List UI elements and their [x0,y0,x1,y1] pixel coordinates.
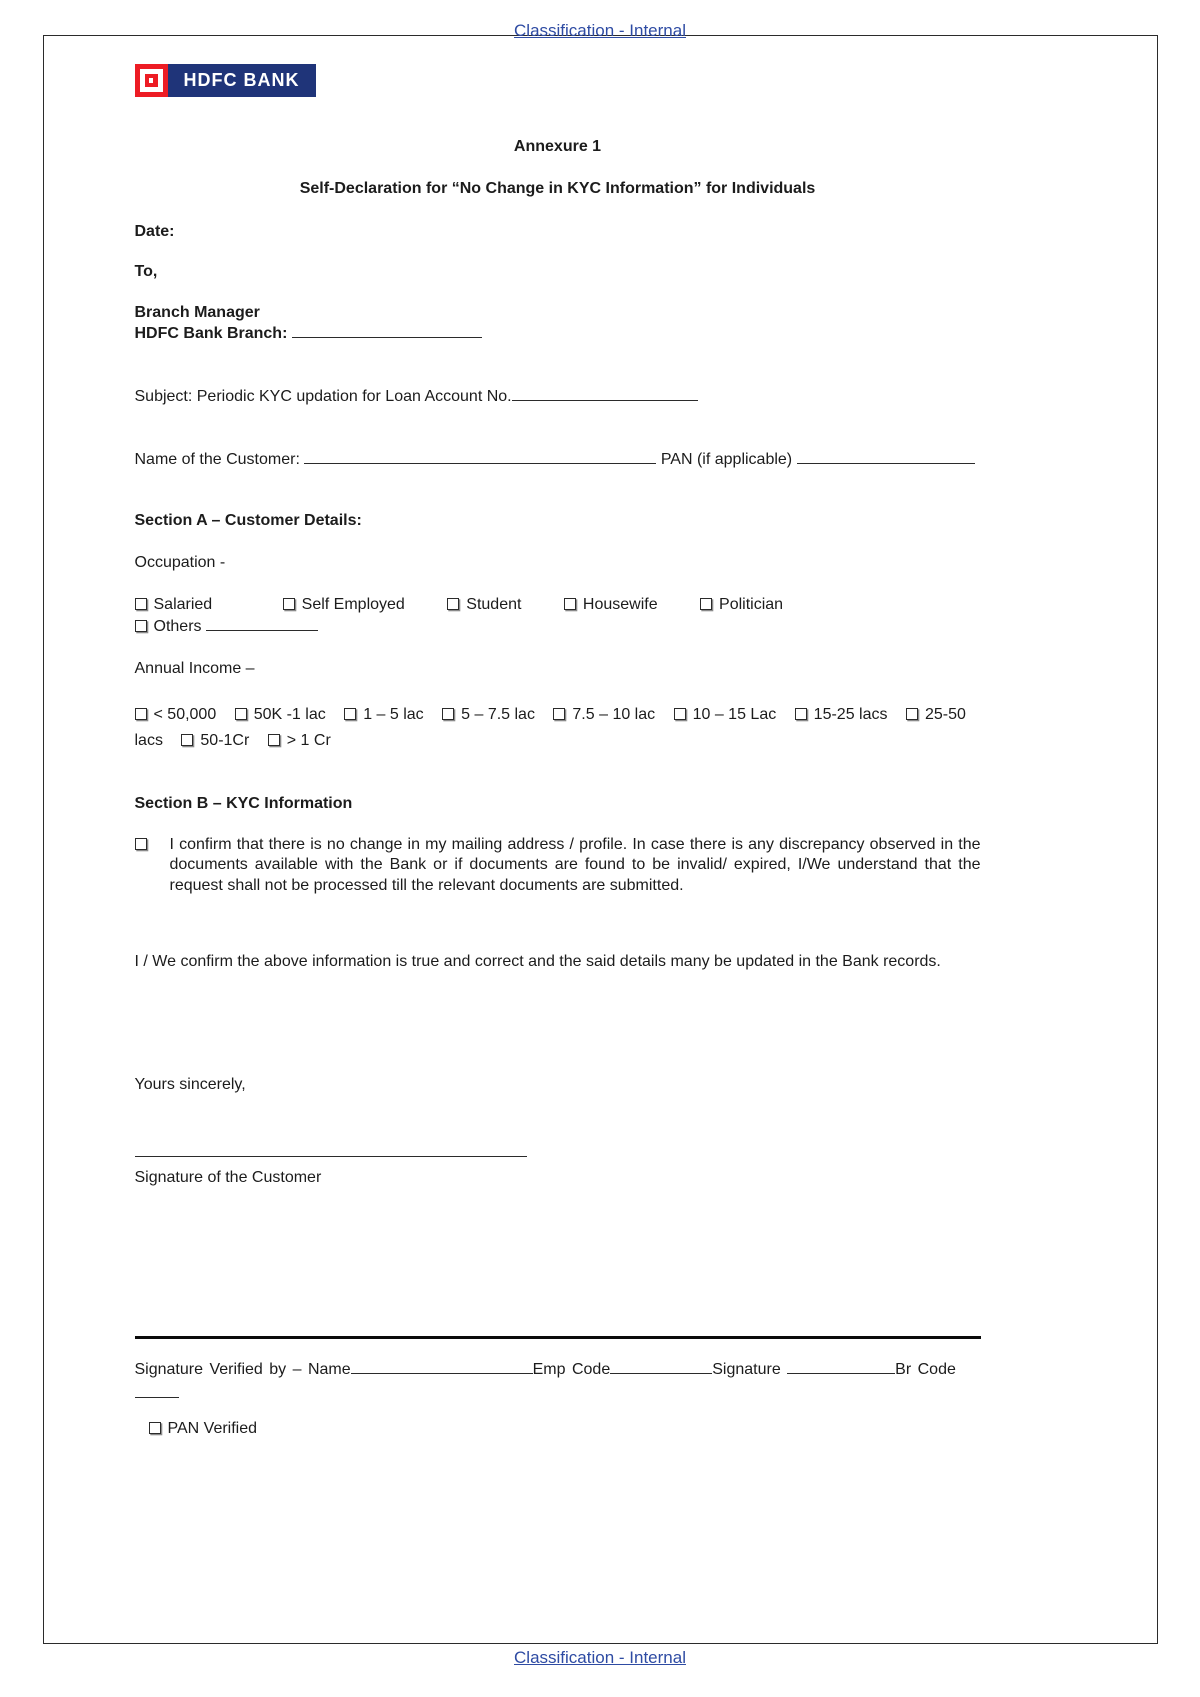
pan-label: PAN (if applicable) [660,451,793,469]
occupation-option-politician[interactable] [700,595,783,616]
customer-signature-line [135,1142,981,1164]
checkbox-icon[interactable] [344,708,356,720]
hdfc-bank-logo [135,64,981,97]
option-label: Politician [719,596,784,614]
checkbox-icon[interactable] [564,598,576,610]
branch-line [135,323,981,344]
income-option-50k-1lac[interactable] [227,706,326,723]
occupation-option-salaried[interactable] [135,595,213,616]
pan-field[interactable] [797,449,975,464]
option-label: Student [466,596,522,614]
option-label: Salaried [153,596,213,614]
option-label: 1 – 5 lac [363,705,424,723]
option-label: 50-1Cr [200,731,250,749]
option-label: Others [153,618,202,636]
checkbox-icon[interactable] [181,734,193,746]
option-label: 15-25 lacs [813,705,888,723]
income-option-5-7-5lac[interactable] [434,706,535,723]
checkbox-icon[interactable] [700,598,712,610]
checkbox-icon[interactable] [235,708,247,720]
addressee-block [135,303,981,344]
annexure-heading: Annexure 1 [513,138,602,156]
income-option-gt-1cr[interactable] [260,732,331,749]
verifier-signature-label: Signature [712,1361,781,1379]
verification-line-continued [135,1383,981,1405]
checkbox-icon[interactable] [442,708,454,720]
occupation-option-housewife[interactable] [564,595,658,616]
income-option-1-5lac[interactable] [336,706,423,723]
section-a-title: Section A – Customer Details: [134,511,362,529]
addressee-name: Branch Manager [134,304,260,322]
br-code-field[interactable] [135,1383,179,1398]
verifier-signature-field[interactable] [787,1359,895,1374]
annual-income-label: Annual Income – [134,660,255,678]
checkbox-icon[interactable] [906,708,918,720]
income-option-10-15lac[interactable] [666,706,777,723]
subject-line [135,386,981,408]
checkbox-icon[interactable] [135,708,147,720]
option-label: 50K -1 lac [253,705,326,723]
income-option-lt-50000[interactable] [135,706,217,723]
option-label: 10 – 15 Lac [692,705,777,723]
checkbox-icon[interactable] [268,734,280,746]
verifier-name-field[interactable] [351,1359,533,1374]
checkbox-icon[interactable] [135,838,147,850]
date-label: Date: [134,222,175,240]
branch-name-field[interactable] [292,323,482,338]
to-label: To, [134,263,158,281]
branch-label: HDFC Bank Branch: [134,325,288,343]
income-option-15-25lacs[interactable] [787,706,888,723]
checkbox-icon[interactable] [674,708,686,720]
subject-label: Subject: Periodic KYC updation for Loan Account No. [134,388,512,406]
customer-name-label: Name of the Customer: [134,451,300,469]
verification-line [135,1359,981,1381]
classification-header: Classification - Internal [514,21,686,40]
option-label: < 50,000 [153,705,217,723]
option-label: 5 – 7.5 lac [461,705,535,723]
occupation-option-others[interactable] [135,616,318,638]
occupation-label: Occupation - [134,553,226,571]
horizontal-rule [135,1336,981,1339]
option-label: > 1 Cr [286,731,331,749]
checkbox-icon[interactable] [795,708,807,720]
salutation: Yours sincerely, [134,1075,246,1093]
loan-account-field[interactable] [512,386,698,401]
emp-code-label: Emp Code [532,1361,611,1379]
option-label: Self Employed [301,596,405,614]
occupation-options [135,595,981,638]
customer-signature-field[interactable] [135,1142,527,1157]
checkbox-icon[interactable] [283,598,295,610]
option-label: 7.5 – 10 lac [572,705,656,723]
income-option-7-5-10lac[interactable] [545,706,655,723]
section-b-title: Section B – KYC Information [134,794,353,812]
income-options [135,702,981,754]
hdfc-bank-logotype: HDFC BANK [168,64,316,97]
customer-name-line [135,449,981,471]
pan-verified-label: PAN Verified [167,1419,258,1437]
income-option-50-1cr[interactable] [173,732,249,749]
checkbox-icon[interactable] [447,598,459,610]
declaration-text: I / We confirm the above information is true and correct and the said details many be updated in the Bank records. [134,953,941,971]
hdfc-logo-icon [135,64,168,97]
checkbox-icon[interactable] [135,620,147,632]
document-page [43,35,1158,1644]
occupation-option-self-employed[interactable] [283,595,405,616]
checkbox-icon[interactable] [553,708,565,720]
verified-by-label: Signature Verified by – Name [134,1361,351,1379]
document-title: Self-Declaration for “No Change in KYC Information” for Individuals [299,179,816,197]
customer-signature-label: Signature of the Customer [134,1168,322,1186]
option-label: 25-50 lacs [134,705,966,749]
pan-verified-row[interactable] [149,1419,981,1440]
kyc-confirmation-row [135,835,981,897]
kyc-confirmation-text: I confirm that there is no change in my mailing address / profile. In case there is any discrepancy observed in the documents available with the Bank or if documents are found to be invalid/ expired, I/We understand that the request shall not be processed till the relevant documents are submitted. [169,835,981,894]
checkbox-icon[interactable] [149,1422,161,1434]
classification-footer: Classification - Internal [514,1648,686,1668]
customer-name-field[interactable] [304,449,656,464]
option-label: Housewife [582,596,658,614]
emp-code-field[interactable] [610,1359,712,1374]
others-field[interactable] [206,616,318,631]
occupation-option-student[interactable] [447,595,521,616]
checkbox-icon[interactable] [135,598,147,610]
br-code-label: Br Code [895,1361,956,1379]
